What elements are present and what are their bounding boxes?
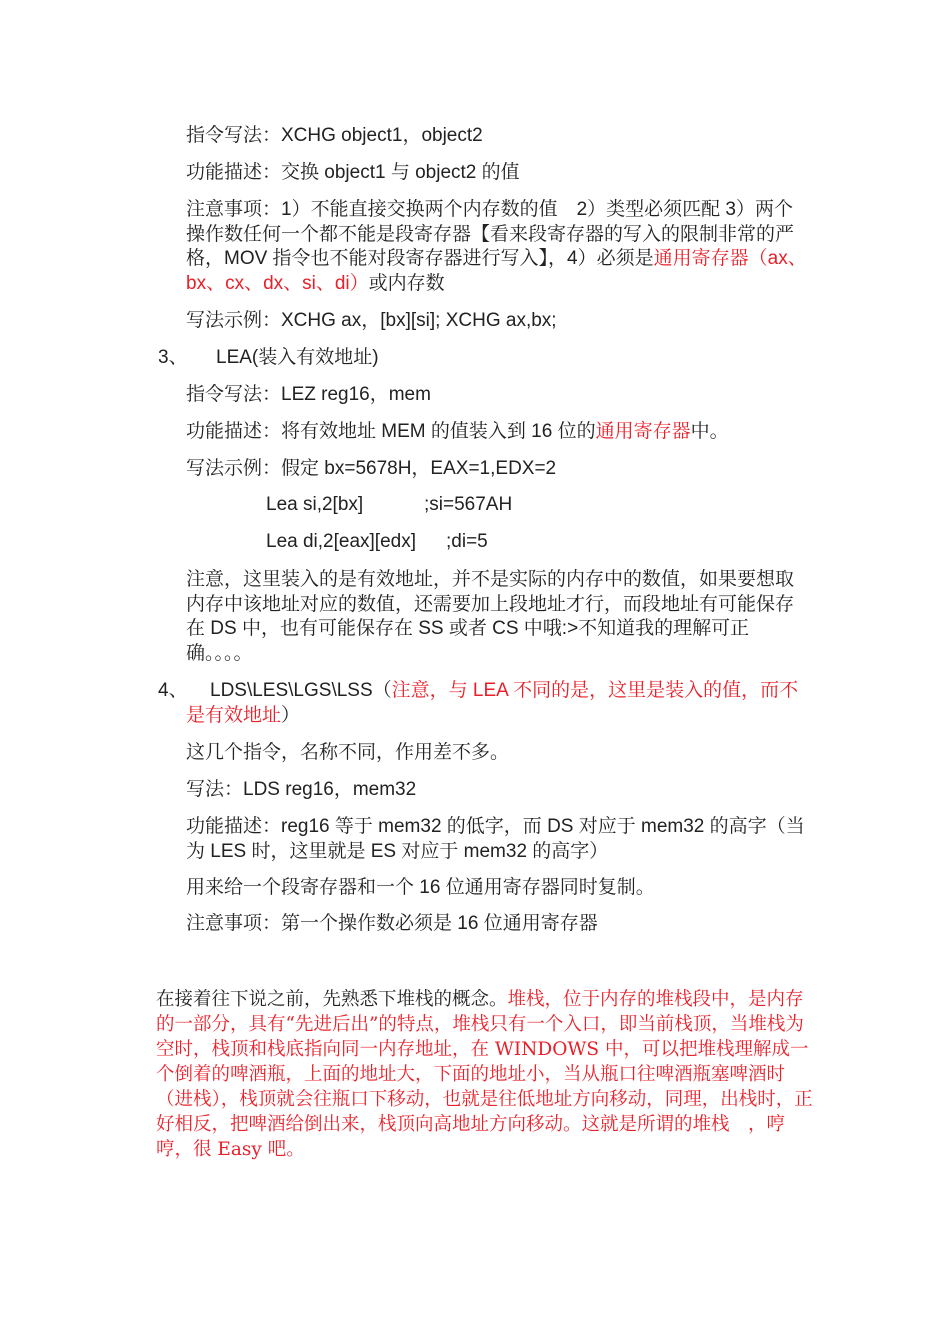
xchg-syntax: 指令写法：XCHG object1，object2 xyxy=(186,125,483,146)
xchg-example: 写法示例：XCHG ax，[bx][si]; XCHG ax,bx; xyxy=(186,310,557,331)
lds-syntax: 写法：LDS reg16，mem32 xyxy=(186,779,417,800)
lea-desc-highlight: 通用寄存器 xyxy=(595,421,691,442)
lea-example: 写法示例：假定 bx=5678H，EAX=1,EDX=2 xyxy=(186,458,557,479)
lea-syntax: 指令写法：LEZ reg16，mem xyxy=(186,384,431,405)
lds-usage: 用来给一个段寄存器和一个 16 位通用寄存器同时复制。 xyxy=(186,877,655,898)
xchg-notes-highlight: 通用寄存器（ax、bx、cx、dx、si、di） xyxy=(186,248,807,294)
lea-code-line-2: Lea di,2[eax][edx] xyxy=(266,531,416,552)
lea-desc-tail: 中。 xyxy=(690,421,729,442)
lds-description: 功能描述：reg16 等于 mem32 的低字，而 DS 对应于 mem32 的高字（当为 LES 时，这里就是 ES 对应于 mem32 的高字） xyxy=(186,816,805,862)
lea-code-comment-2: ;di=5 xyxy=(446,531,488,552)
lds-intro: 这几个指令，名称不同，作用差不多。 xyxy=(186,742,510,763)
xchg-notes xyxy=(186,198,808,296)
lea-section-number: 3、 xyxy=(158,347,188,368)
lea-section-title: LEA(装入有效地址) xyxy=(216,347,379,368)
lds-note: 注意事项：第一个操作数必须是 16 位通用寄存器 xyxy=(186,913,598,934)
lea-code-line-1: Lea si,2[bx] xyxy=(266,494,364,515)
stack-paragraph xyxy=(156,987,818,1162)
lds-title-highlight: 注意，与 LEA 不同的是，这里是装入的值，而不是有效地址 xyxy=(186,680,799,726)
lea-desc-text: 功能描述：将有效地址 MEM 的值装入到 16 位的 xyxy=(186,421,596,442)
lds-section-number: 4、 xyxy=(158,680,188,701)
lds-title-text: LDS\LES\LGS\LSS（ xyxy=(210,680,392,701)
lds-section-title xyxy=(186,679,808,728)
lea-note: 注意，这里装入的是有效地址，并不是实际的内存中的数值，如果要想取内存中该地址对应的数值，还需要加上段地址才行，而段地址有可能保存在 DS 中，也有可能保存在 SS 或者 CS 中哦:>不知道我的理解可正确。。。。 xyxy=(186,569,795,664)
xchg-notes-text: 注意事项：1）不能直接交换两个内存数的值 2）类型必须匹配 3）两个操作数任何一个都不能是段寄存器【看来段寄存器的写入的限制非常的严格，MOV 指令也不能对段寄存器进行写入】，4）必须是 xyxy=(186,199,795,269)
xchg-notes-tail: 或内存数 xyxy=(368,272,445,294)
lds-title-tail: ） xyxy=(281,704,301,726)
xchg-description: 功能描述：交换 object1 与 object2 的值 xyxy=(186,162,520,183)
stack-explanation: 堆栈，位于内存的堆栈段中，是内存的一部分，具有“先进后出”的特点，堆栈只有一个入口，即当前栈顶，当堆栈为空时，栈顶和栈底指向同一内存地址，在 WINDOWS 中，可以把堆栈理解成一个倒着的啤酒瓶，上面的地址大，下面的地址小，当从瓶口往啤酒瓶塞啤酒时（进栈），栈顶就会往瓶口下移动，也就是往低地址方向移动，同理，出栈时，正好相反，把啤酒给倒出来，栈顶向高地址方向移动。这就是所谓的堆栈 ，哼哼，很 Easy 吧。 xyxy=(156,989,813,1160)
lea-description xyxy=(186,420,808,445)
lea-code-comment-1: ;si=567AH xyxy=(424,494,513,515)
stack-intro: 在接着往下说之前，先熟悉下堆栈的概念。 xyxy=(156,989,508,1010)
